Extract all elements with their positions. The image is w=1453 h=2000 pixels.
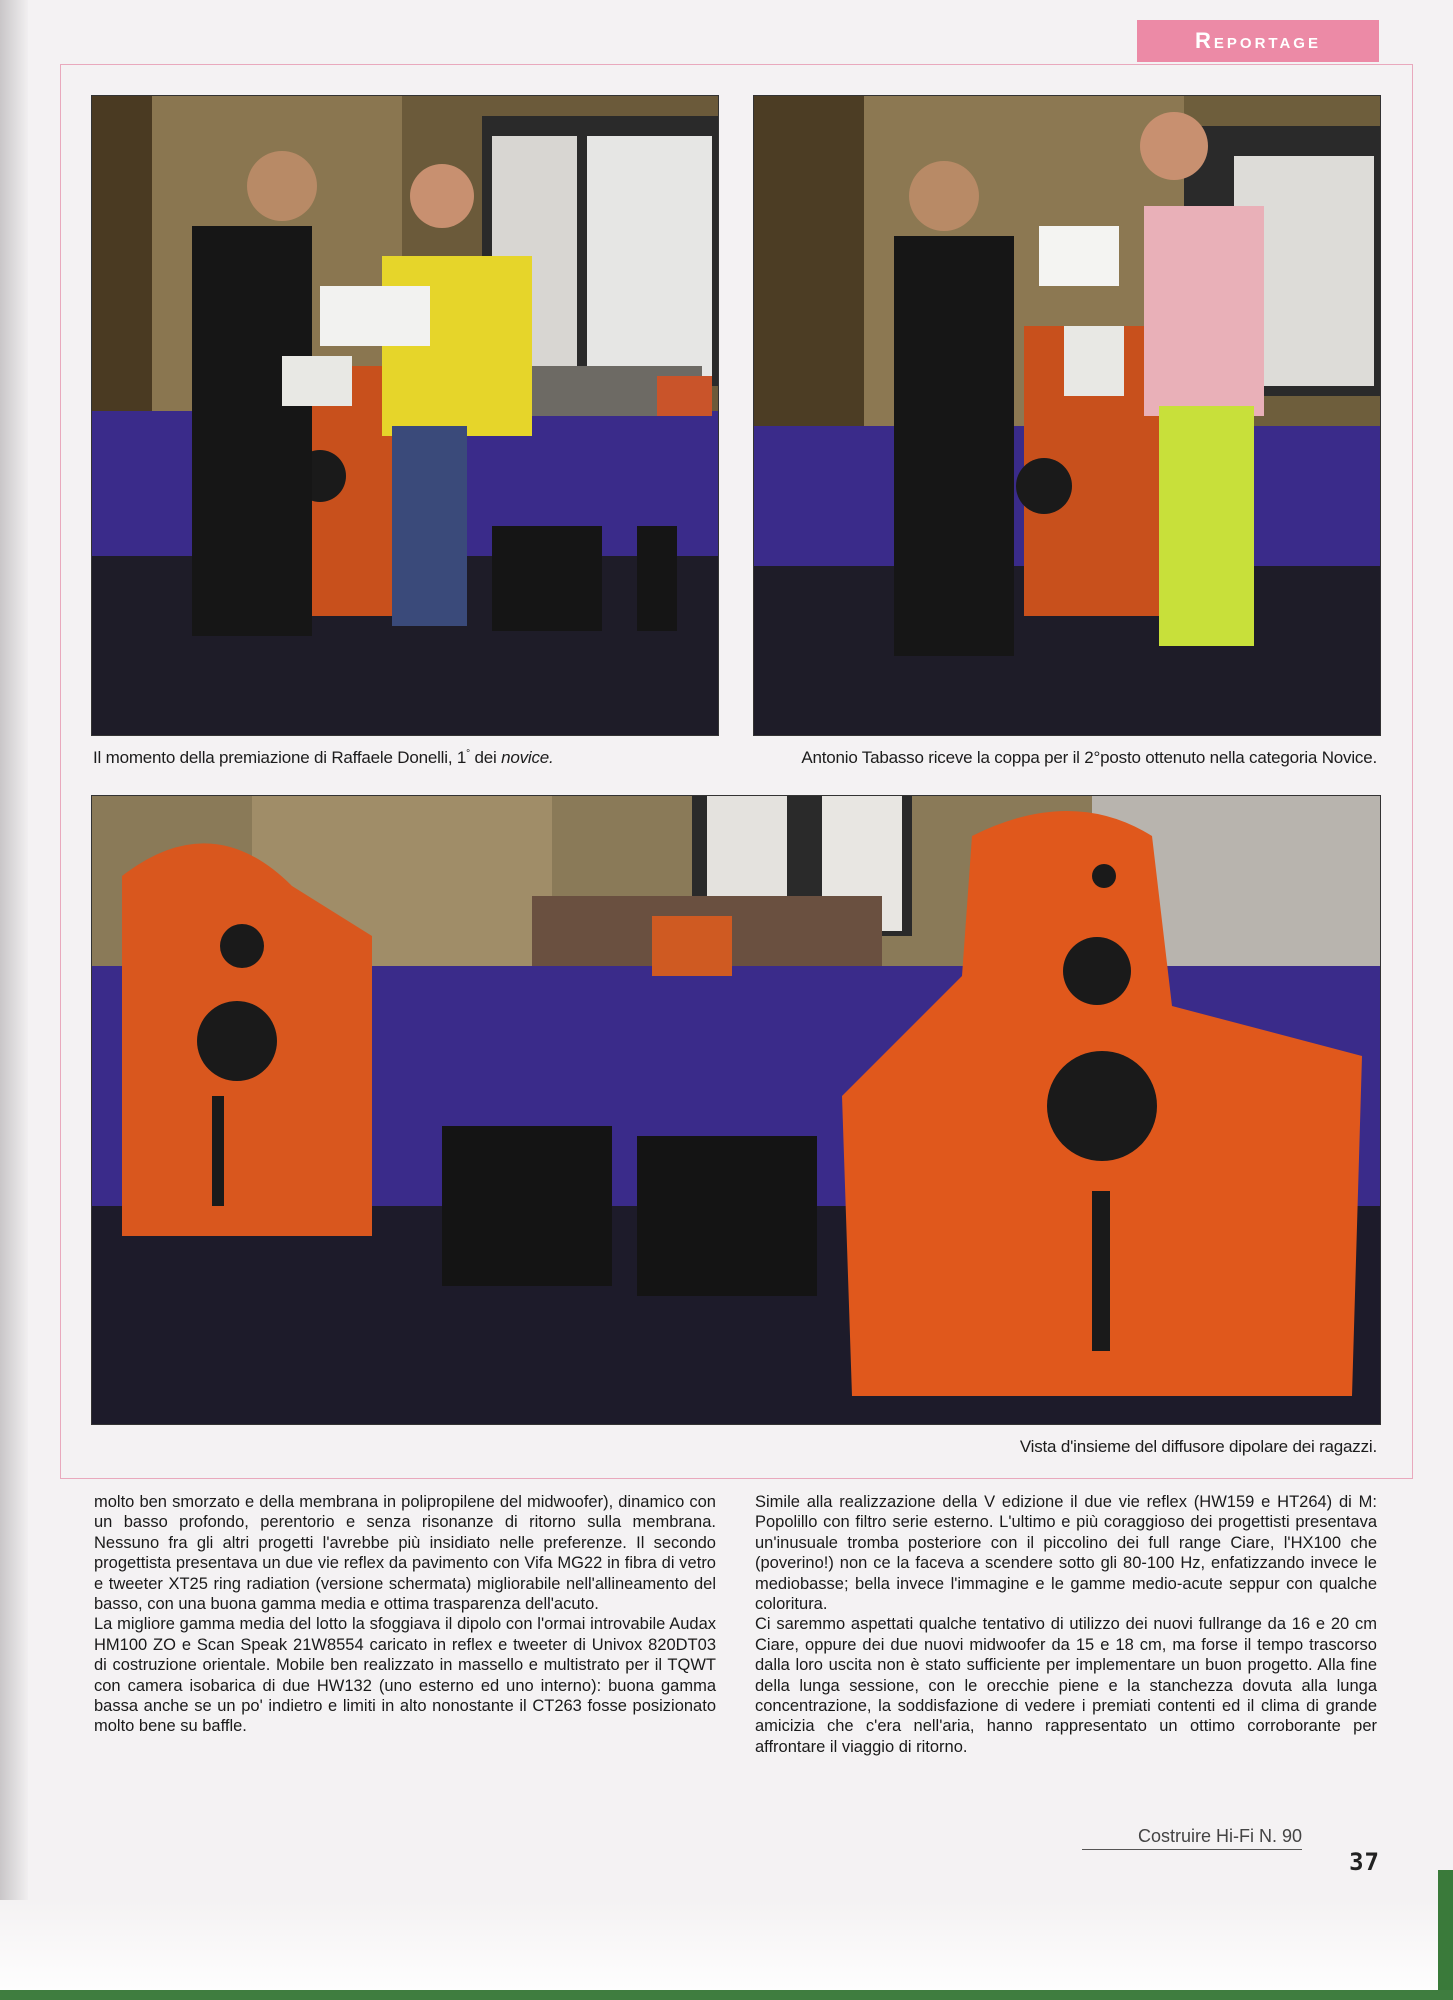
photo1-caption: Il momento della premiazione di Raffaele Donelli, 1° dei novice. [93,748,554,767]
article-column-right [755,1492,1377,1757]
next-page-edge [1438,1870,1453,2000]
photo3-caption: Vista d'insieme del diffusore dipolare dei ragazzi. [1019,1437,1377,1456]
photo-award-tabasso [753,95,1381,736]
article-paragraph: Simile alla realizzazione della V edizione il due vie reflex (HW159 e HT264) di M: Popolillo con filtro serie esterno. L'ultimo e più coraggioso dei progettisti presentava un'inusuale tromba posteriore con il piccolino dei full range Ciare, l'HX100 che (poverino!) non ce la faceva a scendere sotto gli 80-100 Hz, enfatizzando invece le mediobasse; bella invece l'immagine e le gamme medio-acute seppur con qualche coloritura. [755,1493,1377,1614]
page-gutter-shadow [0,0,28,2000]
article-paragraph: Ci saremmo aspettati qualche tentativo di utilizzo dei nuovi fullrange da 16 e 20 cm Ciare, oppure dei due nuovi midwoofer da 15 e 18 cm, ma forse il tempo trascorso dalla loro uscita non è stato sufficiente per implementare un buon progetto. Alla fine della lunga sessione, con le orecchie piene e la stanchezza dovuta alla lunga concentrazione, la soddisfazione di vedere i premiati contenti ed il clima di grande amicizia che c'era nell'aria, hanno rappresentato un ottimo corroborante per affrontare il viaggio di ritorno. [755,1615,1377,1756]
photo-dipole-speakers [91,795,1381,1425]
article-paragraph: molto ben smorzato e della membrana in polipropilene del midwoofer), dinamico con un basso profondo, perentorio e senza risonanze di ritorno sulla membrana. Nessuno fra gli altri progetti l'avrebbe più insidiato nelle preferenze. Il secondo progettista presentava un due vie reflex da pavimento con Vifa MG22 in fibra di vetro e tweeter XT25 ring radiation (versione schermata) migliorabile nell'allineamento del basso, con una buona gamma media e ottima trasparenza dell'acuto. [94,1493,716,1614]
article-column-left [94,1492,716,1737]
magazine-issue-footer: Costruire Hi-Fi N. 90 [1082,1826,1302,1850]
photo2-caption: Antonio Tabasso riceve la coppa per il 2°posto ottenuto nella categoria Novice. [801,748,1377,767]
page-bottom-margin [0,1900,1453,2000]
article-paragraph: La migliore gamma media del lotto la sfoggiava il dipolo con l'ormai introvabile Audax HM100 ZO e Scan Speak 21W8554 caricato in reflex e tweeter di Univox 820DT03 di costruzione orientale. Mobile ben realizzato in massello e multistrato per il TQWT con camera isobarica di due HW132 (uno esterno ed uno interno): buona gamma bassa anche se un po' indietro e limiti in alto nonostante il CT263 fosse posizionato molto bene su baffle. [94,1615,716,1736]
page-number: 37 [1349,1848,1380,1876]
scan-background-strip [0,1990,1453,2000]
section-label-tab: Reportage [1137,20,1379,62]
photo-award-donelli [91,95,719,736]
